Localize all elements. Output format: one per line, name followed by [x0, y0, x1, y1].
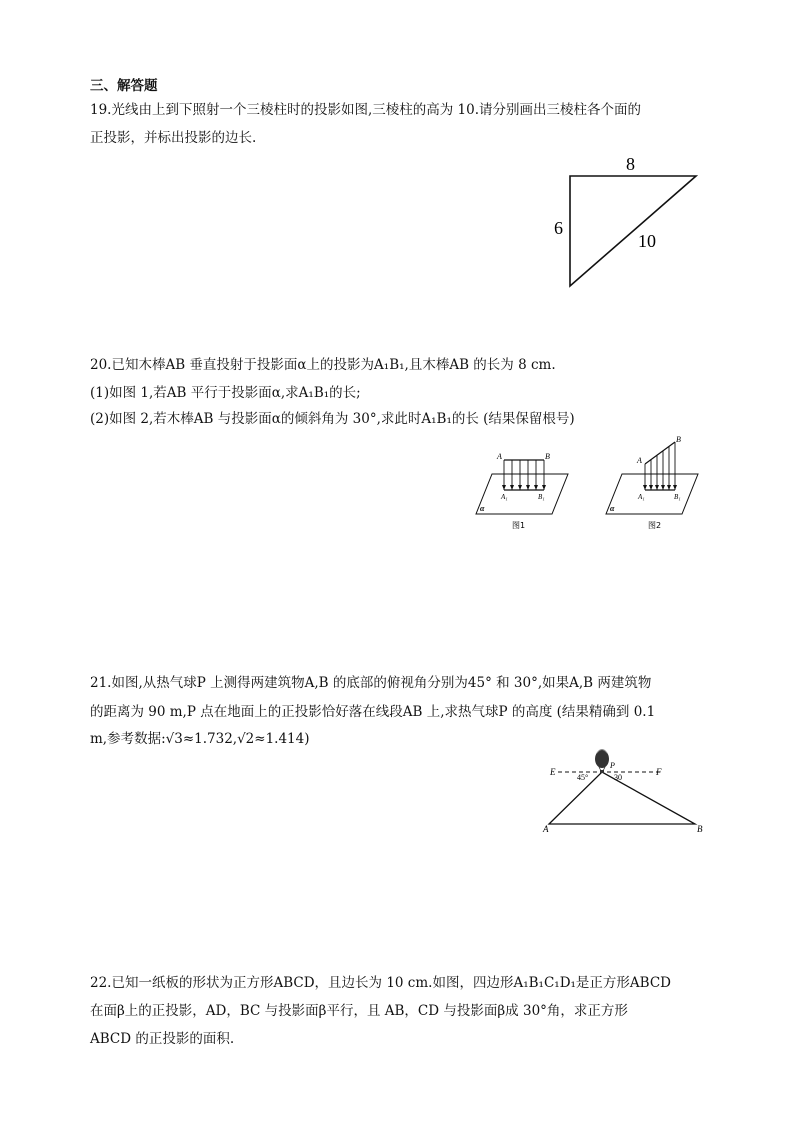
balloon-icon: [595, 750, 609, 774]
q21-line2: 的距离为 90 m,P 点在地面上的正投影恰好落在线段AB 上,求热气球P 的高度 (结果精确到 0.1: [90, 704, 656, 720]
q22-line3: ABCD 的正投影的面积.: [90, 1031, 235, 1047]
q21-line3: m,参考数据:√3≈1.732,√2≈1.414): [90, 731, 310, 747]
projection-plane: [606, 474, 698, 514]
q20-line1: 20.已知木棒AB 垂直投射于投影面α上的投影为A₁B₁,且木棒AB 的长为 8 cm.: [90, 357, 556, 373]
projection-plane: [476, 474, 568, 514]
fig2-label-alpha: α: [610, 504, 615, 513]
fig1-label-a1: A₁: [501, 493, 508, 501]
q19-label-top: 8: [626, 154, 635, 174]
fig2-label-a1: A₁: [638, 493, 645, 501]
projection-arrows: [645, 442, 675, 490]
q19-line2: 正投影，并标出投影的边长.: [90, 130, 257, 146]
fig1-caption: 图1: [512, 521, 526, 530]
q21-line1: 21.如图,从热气球P 上测得两建筑物A,B 的底部的俯视角分别为45° 和 30°,如果A,B 两建筑物: [90, 675, 652, 691]
q19-label-hyp: 10: [638, 231, 656, 251]
q19-label-left: 6: [554, 218, 563, 238]
right-triangle-shape: [570, 176, 696, 286]
fig1-label-a: A: [497, 452, 502, 461]
q21-angle-right: 30: [614, 773, 622, 782]
q20-figure-1: [470, 448, 575, 538]
q20-line3: (2)如图 2,若木棒AB 与投影面α的倾斜角为 30°,求此时A₁B₁的长 (结果保留根号): [90, 411, 575, 427]
q19-triangle-figure: [540, 150, 710, 295]
triangle-pab: [549, 772, 695, 824]
fig2-caption: 图2: [648, 521, 662, 530]
section-title: 三、解答题: [90, 78, 158, 94]
q20-figure-2: [600, 434, 710, 538]
q21-label-b: B: [697, 824, 703, 834]
fig2-label-a: A: [637, 456, 642, 465]
q21-label-e: E: [550, 767, 556, 777]
q21-angle-left: 45°: [577, 773, 589, 782]
q21-label-p: P: [610, 761, 615, 770]
fig1-label-alpha: α: [480, 504, 485, 513]
q22-line1: 22.已知一纸板的形状为正方形ABCD，且边长为 10 cm.如图，四边形A₁B₁C₁D₁是正方形ABCD: [90, 975, 672, 991]
q21-label-f: F: [656, 767, 662, 777]
projection-arrows: [504, 460, 544, 490]
fig2-label-b: B: [676, 435, 681, 444]
q21-label-a: A: [543, 824, 549, 834]
q19-line1: 19.光线由上到下照射一个三棱柱时的投影如图,三棱柱的高为 10.请分别画出三棱柱各个面的: [90, 102, 642, 118]
fig1-label-b1: B₁: [538, 493, 545, 501]
q20-line2: (1)如图 1,若AB 平行于投影面α,求A₁B₁的长;: [90, 385, 361, 401]
fig1-label-b: B: [545, 452, 550, 461]
fig2-label-b1: B₁: [674, 493, 681, 501]
q22-line2: 在面β上的正投影，AD，BC 与投影面β平行，且 AB，CD 与投影面β成 30°角，求正方形: [90, 1003, 628, 1019]
rod-ab: [645, 442, 675, 464]
q21-balloon-figure: [540, 748, 715, 838]
